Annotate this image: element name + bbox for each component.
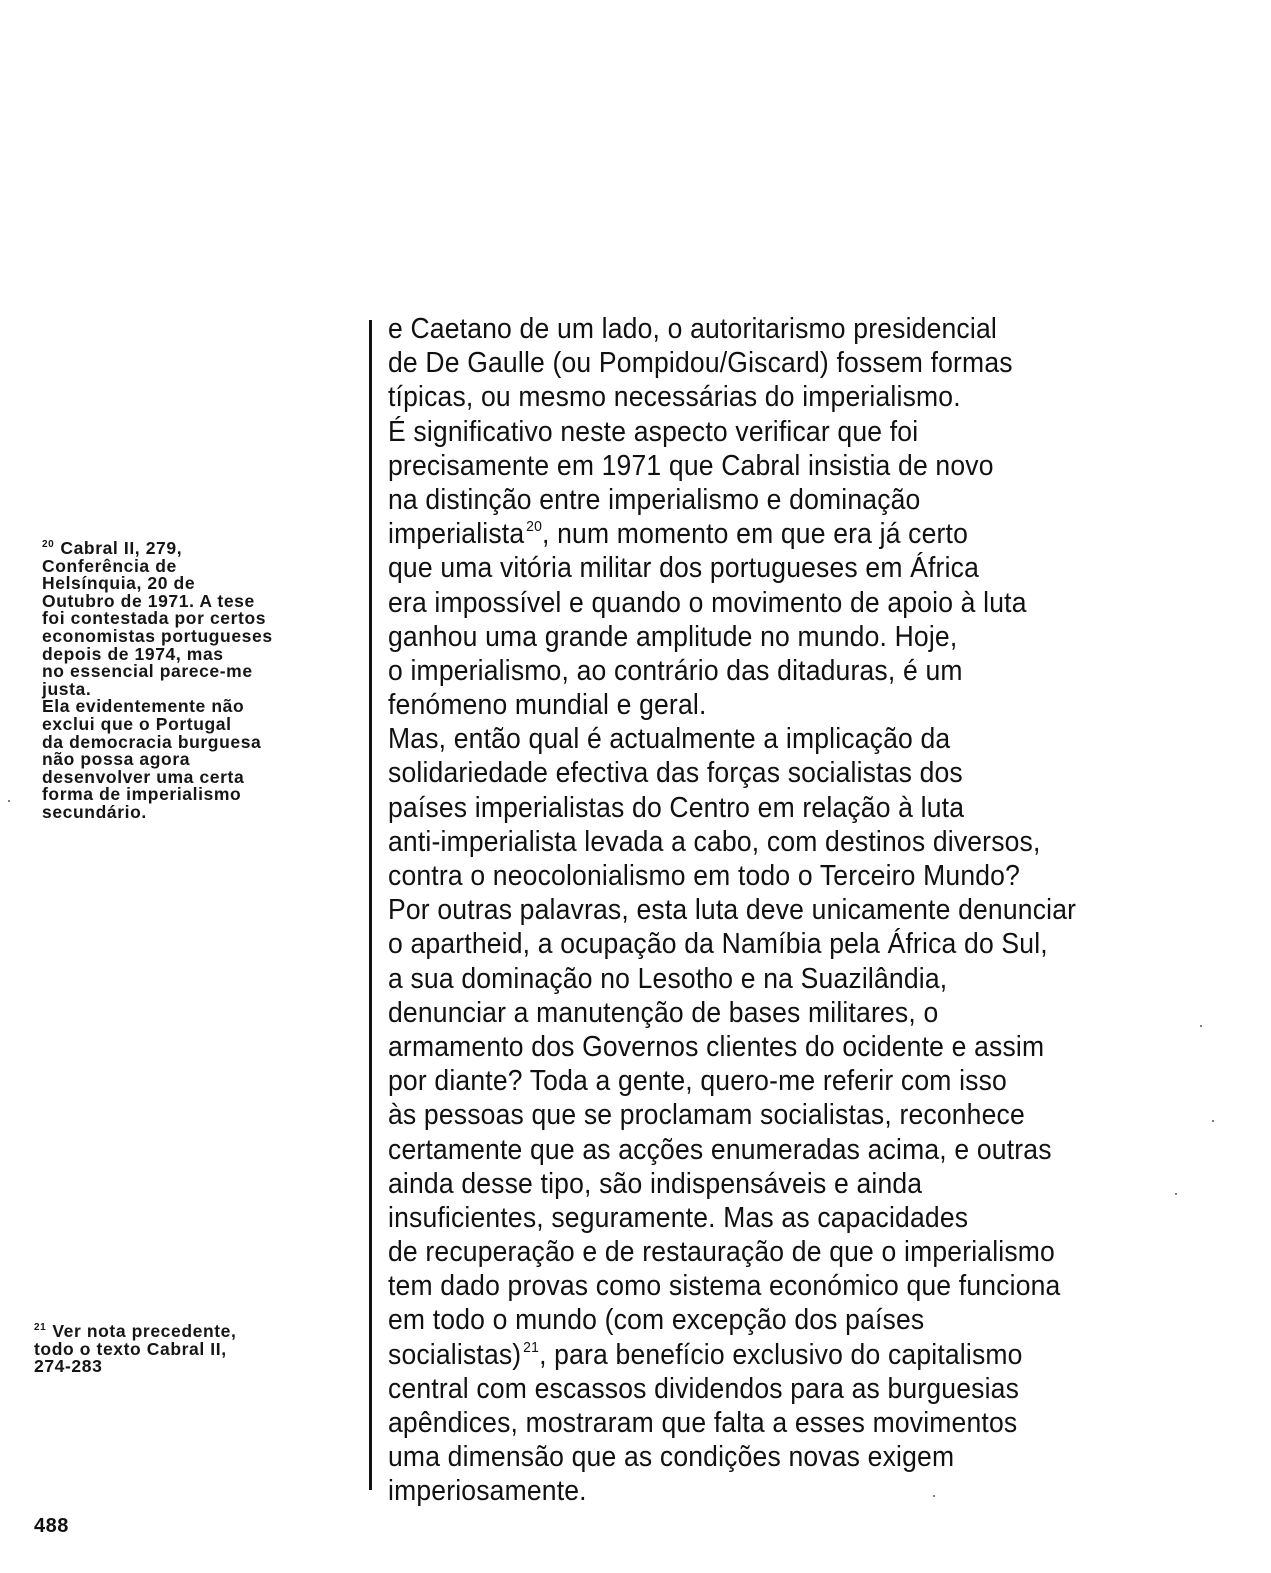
note-line: depois de 1974, mas [42,643,224,664]
note-number-21: 21 [34,1322,47,1333]
note-number-20: 20 [42,539,55,550]
text-line: o apartheid, a ocupação da Namíbia pela África do Sul, [388,928,1048,961]
text-line: Por outras palavras, esta luta deve unicamente denunciar [388,894,1077,927]
margin-note-21 [34,1323,236,1376]
text-line: típicas, ou mesmo necessárias do imperialismo. [388,381,961,414]
text-line: em todo o mundo (com excepção dos países [388,1304,925,1337]
text-line: o imperialismo, ao contrário das ditaduras, é um [388,654,963,687]
text-line-with-footnote-20 [388,517,1169,551]
scan-speck [1212,1120,1214,1122]
text-line: armamento dos Governos clientes do ocidente e assim [388,1030,1045,1063]
text-line-with-footnote-21 [388,1338,1169,1372]
text-fragment: socialistas) [388,1338,522,1371]
text-line: É significativo neste aspecto verificar que foi [388,415,919,448]
text-line: que uma vitória militar dos portugueses em África [388,552,980,585]
main-body-text [388,312,1169,1509]
text-line: certamente que as acções enumeradas acima, e outras [388,1133,1052,1166]
text-line: ganhou uma grande amplitude no mundo. Hoje, [388,620,958,653]
text-line: tem dado provas como sistema económico que funciona [388,1270,1061,1303]
text-line: a sua dominação no Lesotho e na Suazilândia, [388,962,948,995]
text-line: precisamente em 1971 que Cabral insistia de novo [388,449,994,482]
note-line: economistas portugueses [42,625,273,646]
text-line: uma dimensão que as condições novas exigem [388,1441,955,1474]
note-line: todo o texto Cabral II, [34,1338,227,1359]
note-line: secundário. [42,801,147,822]
note-line: 274-283 [34,1356,103,1377]
scan-speck [933,1495,935,1497]
text-line: central com escassos dividendos para as burguesias [388,1372,1020,1405]
text-line: anti-imperialista levada a cabo, com destinos diversos, [388,825,1041,858]
column-divider-rule [369,320,372,1490]
note-line [34,1323,236,1341]
text-line: fenómeno mundial e geral. [388,689,707,722]
footnote-ref-21[interactable]: 21 [523,1338,540,1356]
text-line: Mas, então qual é actualmente a implicação da [388,723,951,756]
note-line: no essencial parece-me [42,661,253,682]
note-line: Helsínquia, 20 de [42,573,196,594]
text-fragment: , num momento em que era já certo [542,518,969,551]
text-line: apêndices, mostraram que falta a esses movimentos [388,1407,1018,1439]
note-line: não possa agora [42,749,191,770]
text-line: insuficientes, seguramente. Mas as capacidades [388,1201,969,1234]
text-line: ainda desse tipo, são indispensáveis e ainda [388,1167,923,1200]
scan-speck [1200,1025,1202,1027]
text-fragment: , para benefício exclusivo do capitalismo [539,1338,1023,1371]
text-line: era impossível e quando o movimento de apoio à luta [388,586,1027,619]
note-line: foi contestada por certos [42,608,267,629]
note-text: Ver nota precedente, [52,1321,237,1341]
text-line: contra o neocolonialismo em todo o Terceiro Mundo? [388,860,1021,892]
text-fragment: imperialista [388,518,525,551]
scan-speck [8,800,10,802]
text-line: de De Gaulle (ou Pompidou/Giscard) fossem formas [388,347,1013,380]
footnote-ref-20[interactable]: 20 [526,518,543,536]
note-line: exclui que o Portugal [42,713,232,734]
text-line: às pessoas que se proclamam socialistas, reconhece [388,1099,1025,1132]
scan-speck [1175,1193,1177,1195]
margin-note-20 [42,540,273,822]
note-line: justa. [42,678,92,699]
text-line: países imperialistas do Centro em relação à luta [388,791,965,824]
note-line: da democracia burguesa [42,731,262,752]
note-line: Conferência de [42,555,177,576]
text-line: e Caetano de um lado, o autoritarismo presidencial [388,313,997,345]
text-line: na distinção entre imperialismo e dominação [388,483,921,516]
note-line: Outubro de 1971. A tese [42,590,255,611]
page-number: 488 [34,1515,69,1537]
text-line: denunciar a manutenção de bases militares, o [388,996,939,1029]
note-line: Ela evidentemente não [42,696,245,717]
text-line: de recuperação e de restauração de que o imperialismo [388,1236,1055,1269]
note-line [42,540,273,558]
note-text: Cabral II, 279, [60,538,183,558]
text-line: solidariedade efectiva das forças socialistas dos [388,757,963,790]
note-line: forma de imperialismo [42,784,242,805]
text-line: por diante? Toda a gente, quero-me referir com isso [388,1065,1007,1098]
text-line: imperiosamente. [388,1475,587,1508]
note-line: desenvolver uma certa [42,766,245,787]
